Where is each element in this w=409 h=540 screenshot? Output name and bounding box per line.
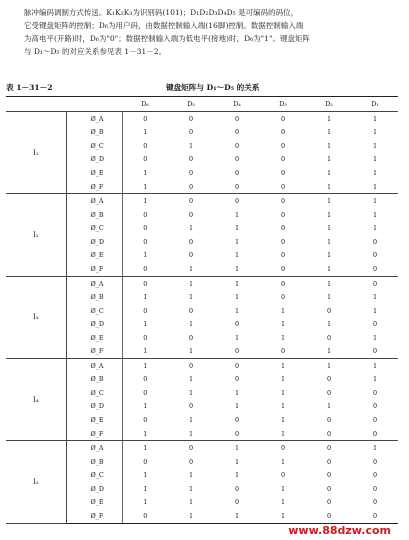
bit-cell: 0 — [280, 155, 286, 164]
bit-cell: 0 — [188, 197, 194, 206]
bit-cell: 0 — [188, 361, 194, 370]
bit-cell: 0 — [143, 375, 148, 384]
bit-cell: 0 — [280, 293, 286, 302]
bit-cell: 1 — [260, 427, 306, 441]
bit-cell: 1 — [372, 128, 378, 137]
bit-cell: 0 — [280, 444, 286, 453]
bit-cell: 0 — [372, 402, 378, 411]
bit-cell: 0 — [122, 509, 168, 523]
bit-cell: 1 — [188, 498, 194, 507]
bit-cell: 1 — [326, 224, 332, 233]
bit-cell: 1 — [143, 444, 148, 453]
bit-cell: 1 — [326, 155, 332, 164]
key-label: Ø_F — [66, 262, 122, 276]
bit-cell: 1 — [122, 344, 168, 358]
bit-cell: 0 — [188, 237, 194, 246]
bit-cell: 1 — [143, 498, 148, 507]
bit-cell: 0 — [326, 471, 332, 480]
bit-cell: 0 — [188, 155, 194, 164]
bit-cell: 1 — [234, 388, 240, 397]
bit-cell: 1 — [234, 237, 240, 246]
key-label: Ø_A — [66, 276, 122, 290]
key-label: Ø_B — [66, 126, 122, 140]
bit-cell: 1 — [372, 375, 378, 384]
key-label: Ø_C — [66, 222, 122, 236]
bit-cell: 1 — [234, 293, 240, 302]
bit-cell: 0 — [188, 128, 194, 137]
bit-cell: 0 — [143, 224, 148, 233]
key-label: Ø_F — [66, 509, 122, 523]
bit-cell: 1 — [188, 320, 194, 329]
key-label: Ø_E — [66, 331, 122, 345]
bit-cell: 0 — [280, 128, 286, 137]
bit-cell: 0 — [143, 114, 148, 123]
bit-cell: 0 — [168, 180, 214, 194]
column-header: D₅ — [168, 97, 214, 112]
bit-cell: 0 — [372, 237, 378, 246]
bit-cell: 0 — [326, 457, 332, 466]
bit-cell: 1 — [372, 141, 378, 150]
bit-cell: 0 — [143, 333, 148, 342]
bit-cell: 0 — [280, 224, 286, 233]
bit-cell: 1 — [352, 180, 398, 194]
bit-cell: 1 — [326, 114, 332, 123]
column-header — [6, 97, 66, 112]
bit-cell: 0 — [280, 168, 286, 177]
bit-cell: 1 — [326, 197, 332, 206]
table-row — [6, 194, 398, 208]
bit-cell: 0 — [260, 262, 306, 276]
bit-cell: 0 — [143, 155, 148, 164]
key-label: Ø_B — [66, 208, 122, 222]
group-label: I₅ — [6, 441, 66, 524]
key-label: Ø_A — [66, 194, 122, 208]
bit-cell: 1 — [188, 224, 194, 233]
bit-cell: 0 — [188, 114, 194, 123]
bit-cell: 0 — [234, 168, 240, 177]
bit-cell: 0 — [326, 444, 332, 453]
bit-cell: 0 — [372, 251, 378, 260]
bit-cell: 0 — [280, 210, 286, 219]
bit-cell: 1 — [306, 344, 352, 358]
bit-cell: 1 — [188, 471, 194, 480]
bit-cell: 1 — [280, 320, 286, 329]
bit-cell: 1 — [234, 402, 240, 411]
key-label: Ø_E — [66, 496, 122, 510]
bit-cell: 0 — [143, 388, 148, 397]
table-title: 键盘矩阵与 D₁～D₅ 的关系 — [166, 83, 260, 92]
bit-cell: 1 — [372, 306, 378, 315]
bit-cell: 1 — [143, 128, 148, 137]
bit-cell: 1 — [372, 333, 378, 342]
bit-cell: 0 — [234, 155, 240, 164]
bit-cell: 1 — [280, 415, 286, 424]
key-label: Ø_F — [66, 180, 122, 194]
bit-cell: 0 — [234, 141, 240, 150]
bit-cell: 0 — [306, 509, 352, 523]
bit-cell: 1 — [234, 471, 240, 480]
key-label: Ø_B — [66, 373, 122, 387]
bit-cell: 1 — [234, 306, 240, 315]
bit-cell: 1 — [372, 168, 378, 177]
bit-cell: 0 — [372, 415, 378, 424]
bit-cell: 1 — [168, 427, 214, 441]
bit-cell: 0 — [234, 484, 240, 493]
bit-cell: 1 — [168, 262, 214, 276]
bit-cell: 0 — [143, 237, 148, 246]
bit-cell: 0 — [280, 114, 286, 123]
bit-cell: 0 — [326, 388, 332, 397]
key-label: Ø_C — [66, 386, 122, 400]
bit-cell: 0 — [188, 402, 194, 411]
bit-cell: 0 — [143, 457, 148, 466]
bit-cell: 1 — [188, 141, 194, 150]
bit-cell: 1 — [280, 498, 286, 507]
bit-cell: 1 — [280, 361, 286, 370]
bit-cell: 1 — [326, 279, 332, 288]
bit-cell: 1 — [188, 484, 194, 493]
key-label: Ø_D — [66, 235, 122, 249]
bit-cell: 1 — [143, 293, 148, 302]
key-label: Ø_D — [66, 400, 122, 414]
bit-cell: 1 — [234, 210, 240, 219]
bit-cell: 1 — [234, 224, 240, 233]
bit-cell: 1 — [143, 484, 148, 493]
bit-cell: 0 — [306, 427, 352, 441]
bit-cell: 0 — [188, 251, 194, 260]
bit-cell: 0 — [352, 509, 398, 523]
bit-cell: 1 — [326, 141, 332, 150]
bit-cell: 0 — [372, 279, 378, 288]
key-label: Ø_A — [66, 359, 122, 373]
key-label: Ø_A — [66, 112, 122, 126]
bit-cell: 0 — [143, 210, 148, 219]
bit-cell: 0 — [214, 344, 260, 358]
bit-cell: 0 — [280, 237, 286, 246]
bit-cell: 1 — [188, 279, 194, 288]
bit-cell: 0 — [188, 333, 194, 342]
bit-cell: 0 — [234, 415, 240, 424]
bit-cell: 1 — [280, 306, 286, 315]
key-label: Ø_E — [66, 249, 122, 263]
bit-cell: 1 — [234, 279, 240, 288]
key-label: Ø_D — [66, 153, 122, 167]
bit-cell: 1 — [234, 444, 240, 453]
bit-cell: 0 — [326, 415, 332, 424]
table-row — [6, 441, 398, 455]
bit-cell: 0 — [214, 180, 260, 194]
bit-cell: 1 — [168, 509, 214, 523]
group-label: I₁ — [6, 112, 66, 194]
bit-cell: 1 — [372, 210, 378, 219]
bit-cell: 1 — [143, 402, 148, 411]
key-label: Ø_E — [66, 166, 122, 180]
bit-cell: 1 — [306, 262, 352, 276]
bit-cell: 1 — [188, 388, 194, 397]
table-row — [6, 276, 398, 290]
bit-cell: 1 — [188, 375, 194, 384]
intro-paragraph: 脉冲编码调制方式传送。K₁K₂K₃为识别码(101)；D₁D₂D₃D₄D₅ 是可编码的码位， 它受键盘矩阵的控制；D₆为用户码，由数据控制输入端(16脚)控制。数据控制输入端 为高电平(开路)时，D₆为"0"；数据控制输入端为低电平(接地)时，D₆为"1"。键盘矩阵 与 D₁～D₅ 的对应关系参见表 1－31－2。 — [24, 8, 310, 56]
bit-cell: 0 — [372, 484, 378, 493]
bit-cell: 1 — [372, 155, 378, 164]
bit-cell: 0 — [372, 388, 378, 397]
bit-cell: 1 — [280, 388, 286, 397]
table-row — [6, 359, 398, 373]
bit-cell: 1 — [214, 509, 260, 523]
key-label: Ø_C — [66, 304, 122, 318]
key-label: Ø_C — [66, 139, 122, 153]
column-header — [66, 97, 122, 112]
bit-cell: 1 — [143, 197, 148, 206]
bit-cell: 0 — [188, 457, 194, 466]
bit-cell: 1 — [326, 320, 332, 329]
bit-cell: 0 — [372, 457, 378, 466]
bit-cell: 1 — [372, 361, 378, 370]
bit-cell: 0 — [188, 210, 194, 219]
column-header: D₁ — [352, 97, 398, 112]
bit-cell: 0 — [280, 141, 286, 150]
bit-cell: 0 — [188, 306, 194, 315]
bit-cell: 0 — [143, 415, 148, 424]
bit-cell: 1 — [280, 402, 286, 411]
bit-cell: 1 — [143, 471, 148, 480]
key-label: Ø_B — [66, 455, 122, 469]
bit-cell: 1 — [143, 361, 148, 370]
key-label: Ø_B — [66, 290, 122, 304]
group-label: I₂ — [6, 194, 66, 276]
bit-cell: 0 — [234, 197, 240, 206]
bit-cell: 0 — [372, 320, 378, 329]
bit-cell: 1 — [372, 293, 378, 302]
bit-cell: 1 — [143, 168, 148, 177]
bit-cell: 0 — [234, 375, 240, 384]
column-header: D₃ — [260, 97, 306, 112]
bit-cell: 0 — [188, 444, 194, 453]
bit-cell: 0 — [260, 344, 306, 358]
bit-cell: 1 — [122, 427, 168, 441]
table-caption — [6, 82, 398, 94]
bit-cell: 1 — [234, 457, 240, 466]
bit-cell: 0 — [234, 128, 240, 137]
bit-cell: 1 — [372, 224, 378, 233]
bit-cell: 1 — [326, 293, 332, 302]
bit-cell: 1 — [188, 293, 194, 302]
keyboard-matrix-table — [6, 96, 398, 524]
bit-cell: 1 — [326, 237, 332, 246]
bit-cell: 0 — [352, 344, 398, 358]
key-label: Ø_E — [66, 413, 122, 427]
bit-cell: 1 — [326, 210, 332, 219]
bit-cell: 0 — [143, 306, 148, 315]
bit-cell: 1 — [280, 457, 286, 466]
key-label: Ø_F — [66, 344, 122, 358]
bit-cell: 1 — [326, 361, 332, 370]
bit-cell: 1 — [326, 168, 332, 177]
bit-cell: 0 — [280, 471, 286, 480]
bit-cell: 1 — [188, 415, 194, 424]
bit-cell: 0 — [280, 279, 286, 288]
table-body — [6, 112, 398, 524]
bit-cell: 0 — [372, 498, 378, 507]
bit-cell: 1 — [234, 251, 240, 260]
key-label: Ø_A — [66, 441, 122, 455]
bit-cell: 0 — [280, 251, 286, 260]
bit-cell: 0 — [326, 375, 332, 384]
bit-cell: 1 — [143, 251, 148, 260]
bit-cell: 0 — [260, 180, 306, 194]
table-header-row — [6, 97, 398, 112]
bit-cell: 0 — [326, 333, 332, 342]
bit-cell: 0 — [234, 320, 240, 329]
bit-cell: 0 — [326, 306, 332, 315]
bit-cell: 0 — [234, 114, 240, 123]
bit-cell: 1 — [326, 251, 332, 260]
bit-cell: 0 — [352, 262, 398, 276]
key-label: Ø_D — [66, 482, 122, 496]
watermark: www.88dzw.com — [288, 524, 391, 537]
group-label: I₄ — [6, 359, 66, 441]
bit-cell: 1 — [372, 114, 378, 123]
key-label: Ø_C — [66, 469, 122, 483]
bit-cell: 1 — [143, 320, 148, 329]
bit-cell: 1 — [306, 180, 352, 194]
bit-cell: 1 — [280, 333, 286, 342]
table-number: 表 1－31－2 — [6, 83, 53, 92]
bit-cell: 1 — [372, 197, 378, 206]
bit-cell: 0 — [352, 427, 398, 441]
bit-cell: 1 — [214, 262, 260, 276]
table-row — [6, 112, 398, 126]
bit-cell: 0 — [234, 498, 240, 507]
group-label: I₃ — [6, 276, 66, 358]
bit-cell: 0 — [326, 484, 332, 493]
bit-cell: 1 — [122, 180, 168, 194]
bit-cell: 0 — [280, 197, 286, 206]
bit-cell: 0 — [234, 361, 240, 370]
bit-cell: 0 — [326, 498, 332, 507]
bit-cell: 1 — [280, 484, 286, 493]
bit-cell: 0 — [122, 262, 168, 276]
key-label: Ø_F — [66, 427, 122, 441]
bit-cell: 1 — [280, 375, 286, 384]
bit-cell: 1 — [168, 344, 214, 358]
bit-cell: 0 — [214, 427, 260, 441]
bit-cell: 0 — [143, 141, 148, 150]
bit-cell: 0 — [143, 279, 148, 288]
column-header: D₆ — [122, 97, 168, 112]
bit-cell: 1 — [260, 509, 306, 523]
key-label: Ø_D — [66, 317, 122, 331]
column-header: D₄ — [214, 97, 260, 112]
bit-cell: 1 — [372, 444, 378, 453]
bit-cell: 1 — [326, 402, 332, 411]
bit-cell: 0 — [372, 471, 378, 480]
column-header: D₂ — [306, 97, 352, 112]
bit-cell: 1 — [234, 333, 240, 342]
bit-cell: 1 — [326, 128, 332, 137]
bit-cell: 0 — [188, 168, 194, 177]
